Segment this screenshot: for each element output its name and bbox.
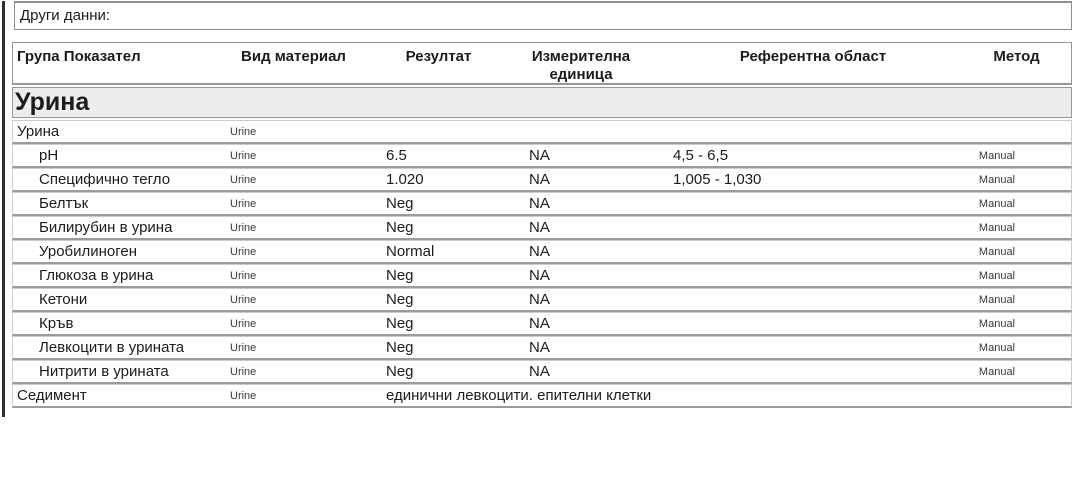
- header-result: Резултат: [405, 48, 472, 65]
- cell-method: Manual: [978, 294, 1015, 306]
- cell-method: Manual: [978, 366, 1015, 378]
- table-row: [12, 144, 1072, 168]
- cell-material: Urine: [230, 342, 257, 354]
- header-measurement-unit: Измерителна единица: [531, 48, 631, 83]
- table-row: [12, 264, 1072, 288]
- cell-reference: 4,5 - 6,5: [673, 147, 729, 164]
- cell-unit: NA: [529, 243, 550, 260]
- header-reference-range: Референтна област: [739, 48, 887, 65]
- header-material-type: Вид материал: [241, 48, 346, 65]
- cell-material: Urine: [230, 294, 257, 306]
- cell-material: Urine: [230, 366, 257, 378]
- cell-material: Urine: [230, 198, 257, 210]
- cell-result: Neg: [386, 291, 414, 308]
- lab-results-table: [12, 42, 1072, 408]
- table-row: [12, 288, 1072, 312]
- cell-indicator: Кетони: [39, 291, 88, 308]
- cell-material: Urine: [230, 390, 257, 402]
- cell-unit: NA: [529, 267, 550, 284]
- table-row: [12, 120, 1072, 144]
- cell-unit: NA: [529, 363, 550, 380]
- cell-method: Manual: [978, 150, 1015, 162]
- cell-result: Neg: [386, 219, 414, 236]
- cell-unit: NA: [529, 339, 550, 356]
- table-row: [12, 216, 1072, 240]
- cell-method: Manual: [978, 318, 1015, 330]
- cell-result: 6.5: [386, 147, 407, 164]
- cell-result: Neg: [386, 195, 414, 212]
- table-row: [12, 312, 1072, 336]
- cell-indicator: Левкоцити в урината: [39, 339, 185, 356]
- cell-material: Urine: [230, 246, 257, 258]
- cell-indicator: Билирубин в урина: [39, 219, 173, 236]
- cell-reference: 1,005 - 1,030: [673, 171, 762, 188]
- other-data-box: [14, 1, 1072, 30]
- cell-unit: NA: [529, 315, 550, 332]
- cell-indicator: Белтък: [39, 195, 89, 212]
- cell-indicator: Кръв: [39, 315, 74, 332]
- cell-method: Manual: [978, 246, 1015, 258]
- table-header-row: [12, 42, 1072, 85]
- cell-material: Urine: [230, 126, 257, 138]
- cell-material: Urine: [230, 318, 257, 330]
- cell-indicator: Специфично тегло: [39, 171, 171, 188]
- cell-indicator: Седимент: [17, 387, 87, 404]
- section-header-urine: [12, 87, 1072, 118]
- table-row: [12, 240, 1072, 264]
- table-row: [12, 384, 1072, 408]
- cell-result: Neg: [386, 315, 414, 332]
- cell-material: Urine: [230, 150, 257, 162]
- cell-unit: NA: [529, 219, 550, 236]
- cell-method: Manual: [978, 342, 1015, 354]
- cell-indicator: Уробилиноген: [39, 243, 138, 260]
- cell-unit: NA: [529, 171, 550, 188]
- cell-method: Manual: [978, 222, 1015, 234]
- cell-indicator: Нитрити в урината: [39, 363, 169, 380]
- page-left-border: [2, 1, 5, 417]
- header-group-indicator: Група Показател: [17, 48, 141, 65]
- cell-material: Urine: [230, 222, 257, 234]
- other-data-label: Други данни:: [20, 7, 111, 24]
- cell-material: Urine: [230, 270, 257, 282]
- cell-result: Normal: [386, 243, 435, 260]
- table-row: [12, 168, 1072, 192]
- cell-indicator: pH: [39, 147, 59, 164]
- cell-unit: NA: [529, 195, 550, 212]
- cell-result: 1.020: [386, 171, 424, 188]
- cell-result: Neg: [386, 267, 414, 284]
- cell-result: единични левкоцити. епителни клетки: [386, 387, 652, 404]
- header-method: Метод: [993, 48, 1040, 65]
- cell-unit: NA: [529, 291, 550, 308]
- cell-result: Neg: [386, 363, 414, 380]
- table-row: [12, 360, 1072, 384]
- cell-indicator: Глюкоза в урина: [39, 267, 154, 284]
- table-body: [12, 120, 1072, 408]
- cell-unit: NA: [529, 147, 550, 164]
- cell-material: Urine: [230, 174, 257, 186]
- cell-indicator: Урина: [17, 123, 60, 140]
- table-row: [12, 336, 1072, 360]
- table-row: [12, 192, 1072, 216]
- cell-method: Manual: [978, 198, 1015, 210]
- cell-method: Manual: [978, 174, 1015, 186]
- section-title: Урина: [15, 88, 90, 116]
- cell-result: Neg: [386, 339, 414, 356]
- cell-method: Manual: [978, 270, 1015, 282]
